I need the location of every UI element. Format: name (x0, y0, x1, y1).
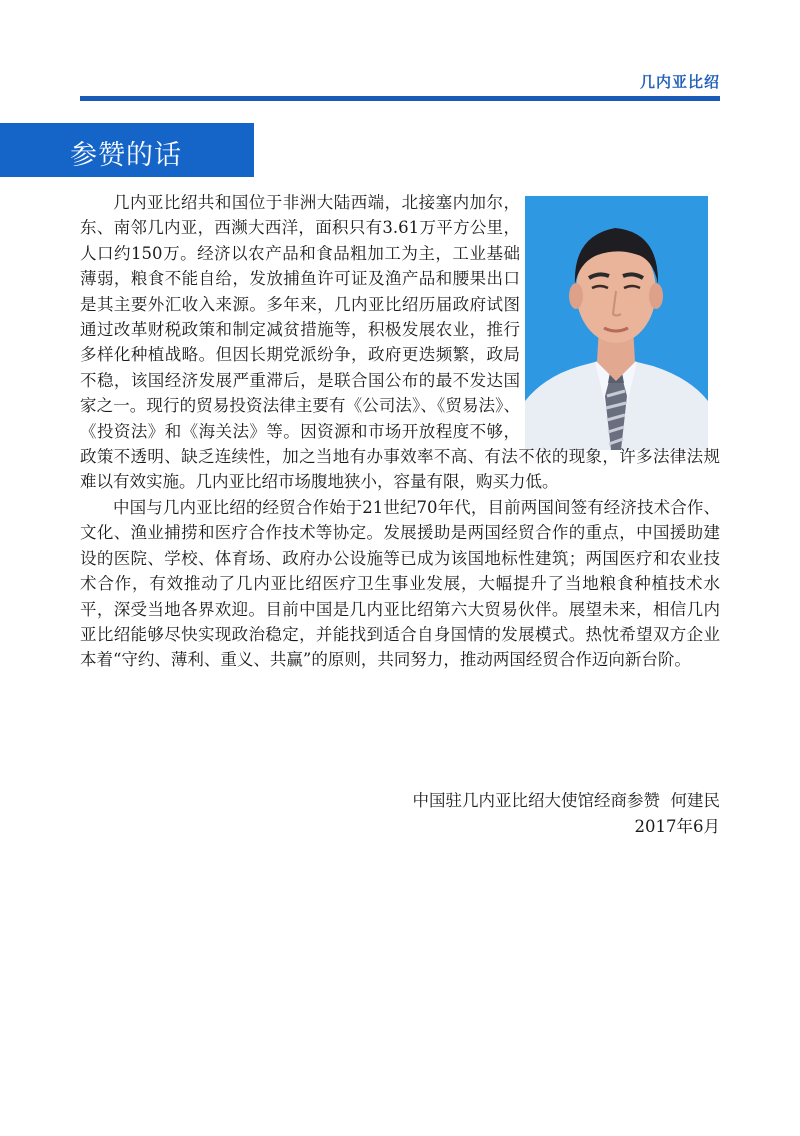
photo-float-space (520, 190, 720, 438)
article-paragraph: 几内亚比绍共和国位于非洲大陆西端，北接塞内加尔，东、南邻几内亚，西濒大西洋，面积只有3.61万平方公里，人口约150万。经济以农产品和食品粗加工为主，工业基础薄弱，粮食不能自给，发放捕鱼许可证及渔产品和腰果出口是其主要外汇收入来源。多年来，几内亚比绍历届政府试图通过改革财税政策和制定减贫措施等，积极发展农业，推行多样化种植战略。但因长期党派纷争，政府更迭频繁，政局不稳，该国经济发展严重滞后，是联合国公布的最不发达国家之一。现行的贸易投资法律主要有《公司法》、《贸易法》、《投资法》和《海关法》等。因资源和市场开放程度不够，政策不透明、缺乏连续性，加之当地有办事效率不高、有法不依的现象，许多法律法规难以有效实施。几内亚比绍市场腹地狭小，容量有限，购买力低。 (80, 193, 720, 492)
signature-date: 2017年6月 (634, 817, 720, 836)
header-country-name: 几内亚比绍 (639, 73, 720, 91)
article-paragraph: 中国与几内亚比绍的经贸合作始于21世纪70年代，目前两国间签有经济技术合作、文化、渔业捕捞和医疗合作技术等协定。发展援助是两国经贸合作的重点，中国援助建设的医院、学校、体育场、政府办公设施等已成为该国地标性建筑；两国医疗和农业技术合作，有效推动了几内亚比绍医疗卫生事业发展，大幅提升了当地粮食种植技术水平，深受当地各界欢迎。目前中国是几内亚比绍第六大贸易伙伴。展望未来，相信几内亚比绍能够尽快实现政治稳定，并能找到适合自身国情的发展模式。热忱希望双方企业本着“守约、薄利、重义、共赢”的原则，共同努力，推动两国经贸合作迈向新台阶。 (80, 497, 720, 670)
article-body (80, 190, 720, 673)
signature-author: 中国驻几内亚比绍大使馆经商参赞 何建民 (412, 791, 720, 810)
header-rule (80, 96, 720, 101)
signature-block (413, 788, 721, 840)
section-banner (0, 123, 254, 177)
section-title: 参赞的话 (70, 140, 182, 171)
